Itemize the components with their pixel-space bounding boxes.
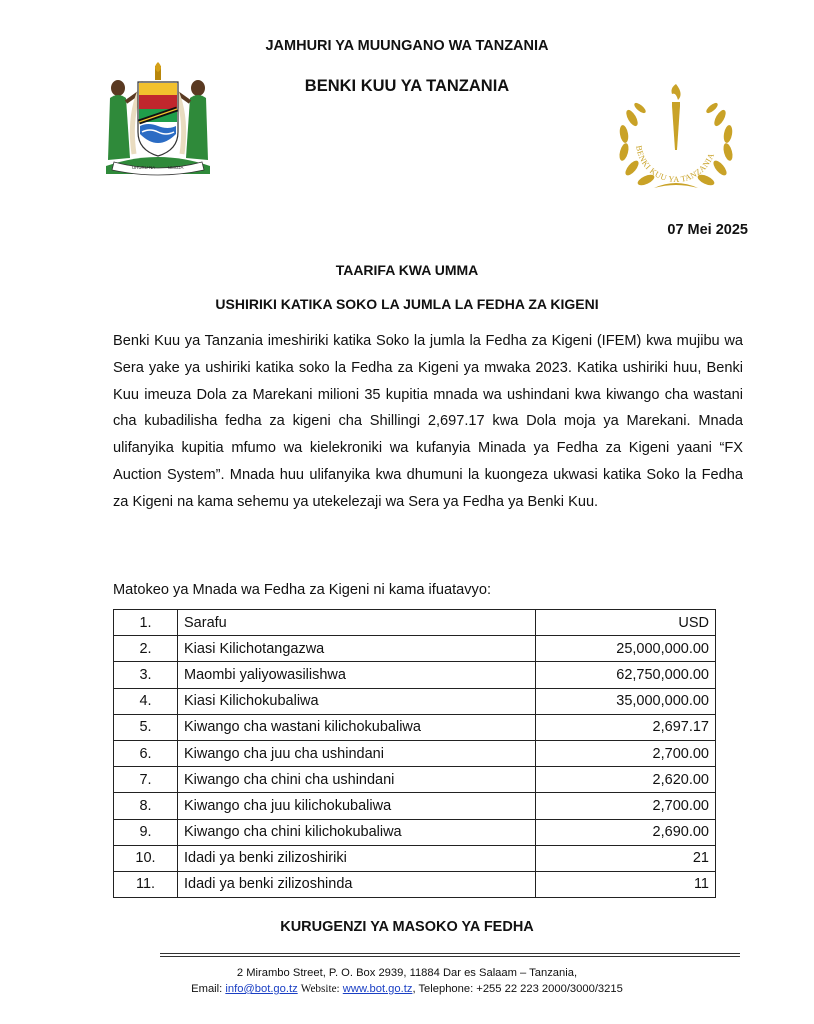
coat-of-arms-icon (100, 62, 216, 176)
row-value: 35,000,000.00 (536, 688, 716, 714)
document-date: 07 Mei 2025 (667, 222, 748, 238)
department-name: KURUGENZI YA MASOKO YA FEDHA (280, 919, 534, 935)
row-number: 4. (114, 688, 178, 714)
footer-divider-top (160, 953, 740, 954)
website-label: Website: (300, 983, 340, 995)
row-label: Idadi ya benki zilizoshinda (178, 871, 536, 897)
table-intro: Matokeo ya Mnada wa Fedha za Kigeni ni kama ifuatavyo: (113, 582, 492, 598)
row-label: Idadi ya benki zilizoshiriki (178, 845, 536, 871)
row-number: 7. (114, 767, 178, 793)
row-number: 11. (114, 871, 178, 897)
bank-torch-emblem-icon (614, 78, 738, 196)
row-value: 2,690.00 (536, 819, 716, 845)
row-label: Kiwango cha juu kilichokubaliwa (178, 793, 536, 819)
bank-title: BENKI KUU YA TANZANIA (304, 77, 510, 95)
table-row (114, 767, 716, 793)
row-number: 5. (114, 714, 178, 740)
row-label: Maombi yaliyowasilishwa (178, 662, 536, 688)
row-value: 21 (536, 845, 716, 871)
email-link[interactable]: info@bot.go.tz (225, 983, 298, 995)
emblem-text: BENKI KUU YA TANZANIA (634, 144, 717, 185)
table-row (114, 688, 716, 714)
row-label: Kiwango cha chini kilichokubaliwa (178, 819, 536, 845)
table-row (114, 819, 716, 845)
notice-title: TAARIFA KWA UMMA (335, 262, 479, 278)
motto-left-text: UHURU NA (132, 165, 156, 170)
row-number: 9. (114, 819, 178, 845)
row-label: Sarafu (178, 610, 536, 636)
website-link[interactable]: www.bot.go.tz (342, 983, 413, 995)
row-value: 2,620.00 (536, 767, 716, 793)
table-row (114, 871, 716, 897)
row-value: 25,000,000.00 (536, 636, 716, 662)
table-row (114, 845, 716, 871)
row-label: Kiwango cha wastani kilichokubaliwa (178, 714, 536, 740)
row-value: 2,697.17 (536, 714, 716, 740)
motto-right-text: UMOJA (168, 165, 184, 170)
telephone-text: , Telephone: +255 22 223 2000/3000/3215 (412, 983, 623, 995)
country-title: JAMHURI YA MUUNGANO WA TANZANIA (265, 38, 549, 54)
table-row (114, 636, 716, 662)
table-row (114, 793, 716, 819)
auction-results-table (113, 609, 716, 898)
row-label: Kiasi Kilichokubaliwa (178, 688, 536, 714)
row-label: Kiwango cha chini cha ushindani (178, 767, 536, 793)
row-number: 3. (114, 662, 178, 688)
table-row (114, 740, 716, 766)
row-number: 10. (114, 845, 178, 871)
body-paragraph: Benki Kuu ya Tanzania imeshiriki katika Soko la jumla la Fedha za Kigeni (IFEM) kwa mujibu wa Sera yake ya ushiriki katika soko la Fedha za Kigeni ya mwaka 2023. Katika ushiriki huu, Benki Kuu imeuza Dola za Marekani milioni 35 kupitia mnada wa ushindani kwa kiwango cha wastani cha kubadilisha fedha za kigeni cha Shillingi 2,697.17 kwa Dola moja ya Marekani. Mnada ulifanyika kupitia mfumo wa kielekroniki wa kufanyia Minada ya Fedha za Kigeni yaani “FX Auction System”. Mnada huu ulifanyika kwa dhumuni la kuongeza ukwasi katika Soko la Fedha za Kigeni na kama sehemu ya utekelezaji wa Sera ya Fedha ya Benki Kuu. (113, 333, 743, 510)
row-value: 62,750,000.00 (536, 662, 716, 688)
row-value: 2,700.00 (536, 740, 716, 766)
footer-divider-bottom (160, 956, 740, 957)
footer-address: 2 Mirambo Street, P. O. Box 2939, 11884 Dar es Salaam – Tanzania, (236, 967, 578, 979)
footer-contact (0, 983, 814, 995)
subject-title: USHIRIKI KATIKA SOKO LA JUMLA LA FEDHA ZA KIGENI (215, 296, 599, 312)
row-label: Kiasi Kilichotangazwa (178, 636, 536, 662)
row-value: 2,700.00 (536, 793, 716, 819)
row-number: 1. (114, 610, 178, 636)
email-label: Email: (191, 983, 223, 995)
row-number: 2. (114, 636, 178, 662)
table-row (114, 662, 716, 688)
row-number: 6. (114, 740, 178, 766)
table-row (114, 714, 716, 740)
row-label: Kiwango cha juu cha ushindani (178, 740, 536, 766)
row-value: USD (536, 610, 716, 636)
table-row (114, 610, 716, 636)
row-number: 8. (114, 793, 178, 819)
row-value: 11 (536, 871, 716, 897)
